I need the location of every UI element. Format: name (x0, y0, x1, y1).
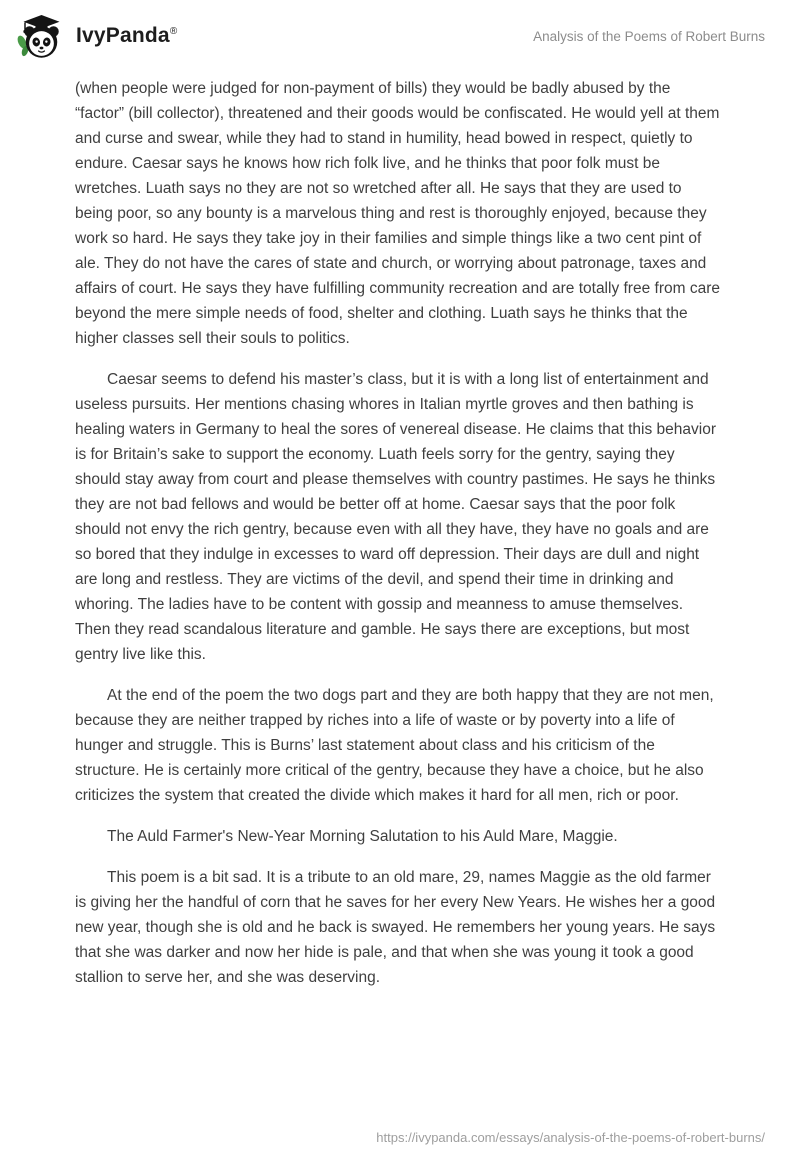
source-url-link[interactable]: https://ivypanda.com/essays/analysis-of-the-poems-of-robert-burns/ (376, 1130, 765, 1145)
essay-paragraph: At the end of the poem the two dogs part and they are both happy that they are not men, because they are neither trapped by riches into a life of waste or by poverty into a life of hunger and struggle. This is Burns’ last statement about class and his criticism of the structure. He is certainly more critical of the gentry, because they have a choice, but he also criticizes the system that created the divide which makes it hard for all men, rich or poor. (75, 687, 714, 804)
ivypanda-logo-icon (16, 12, 64, 60)
page-header (0, 0, 800, 62)
essay-paragraph: This poem is a bit sad. It is a tribute to an old mare, 29, names Maggie as the old farmer is giving her the handful of corn that he saves for her every New Years. He wishes her a good new year, though she is old and he back is swayed. He remembers her young years. He says that she was darker and now her hide is pale, and that when she was young it took a good stallion to serve her, and she was deserving. (75, 869, 716, 986)
essay-paragraph: Caesar seems to defend his master’s class, but it is with a long list of entertainment and useless pursuits. Her mentions chasing whores in Italian myrtle groves and then bathing is healing waters in Germany to heal the sores of venereal disease. He claims that this behavior is for Britain’s sake to support the economy. Luath feels sorry for the gentry, saying they should stay away from court and please themselves with country pastimes. He says he thinks they are not bad fellows and would be better off at home. Caesar says that the poor folk should not envy the rich gentry, because even with all they have, they have no goals and are so bored that they indulge in excesses to ward off depression. Their days are dull and night are long and restless. They are victims of the devil, and spend their time in drinking and whoring. The ladies have to be content with gossip and meanness to amuse themselves. Then they read scandalous literature and gamble. He says there are exceptions, but most gentry live like this. (75, 371, 717, 663)
essay-paragraph: (when people were judged for non-payment of bills) they would be badly abused by the “factor” (bill collector), threatened and their goods would be confiscated. He would yell at them and curse and swear, while they had to stand in humility, head bowed in respect, quietly to endure. Caesar says he knows how rich folk live, and he thinks that poor folk must be wretches. Luath says no they are not so wretched after all. He says that they are used to being poor, so any bounty is a marvelous thing and rest is thoroughly enjoyed, because they work so hard. He says they take joy in their families and simple things like a two cent pint of ale. They do not have the cares of state and church, or worrying about patronage, taxes and affairs of court. He says they have fulfilling community recreation and are totally free from care beyond the mere simple needs of food, shelter and clothing. Luath says he thinks that the higher classes sell their souls to politics. (75, 80, 720, 347)
brand-logo-group[interactable] (16, 12, 177, 60)
essay-paragraph: The Auld Farmer's New-Year Morning Salutation to his Auld Mare, Maggie. (107, 828, 618, 845)
essay-content (0, 62, 800, 990)
page-title: Analysis of the Poems of Robert Burns (533, 28, 765, 44)
footer (376, 1130, 765, 1145)
registered-mark: ® (169, 26, 178, 37)
brand-name: IvyPanda® (76, 24, 178, 47)
